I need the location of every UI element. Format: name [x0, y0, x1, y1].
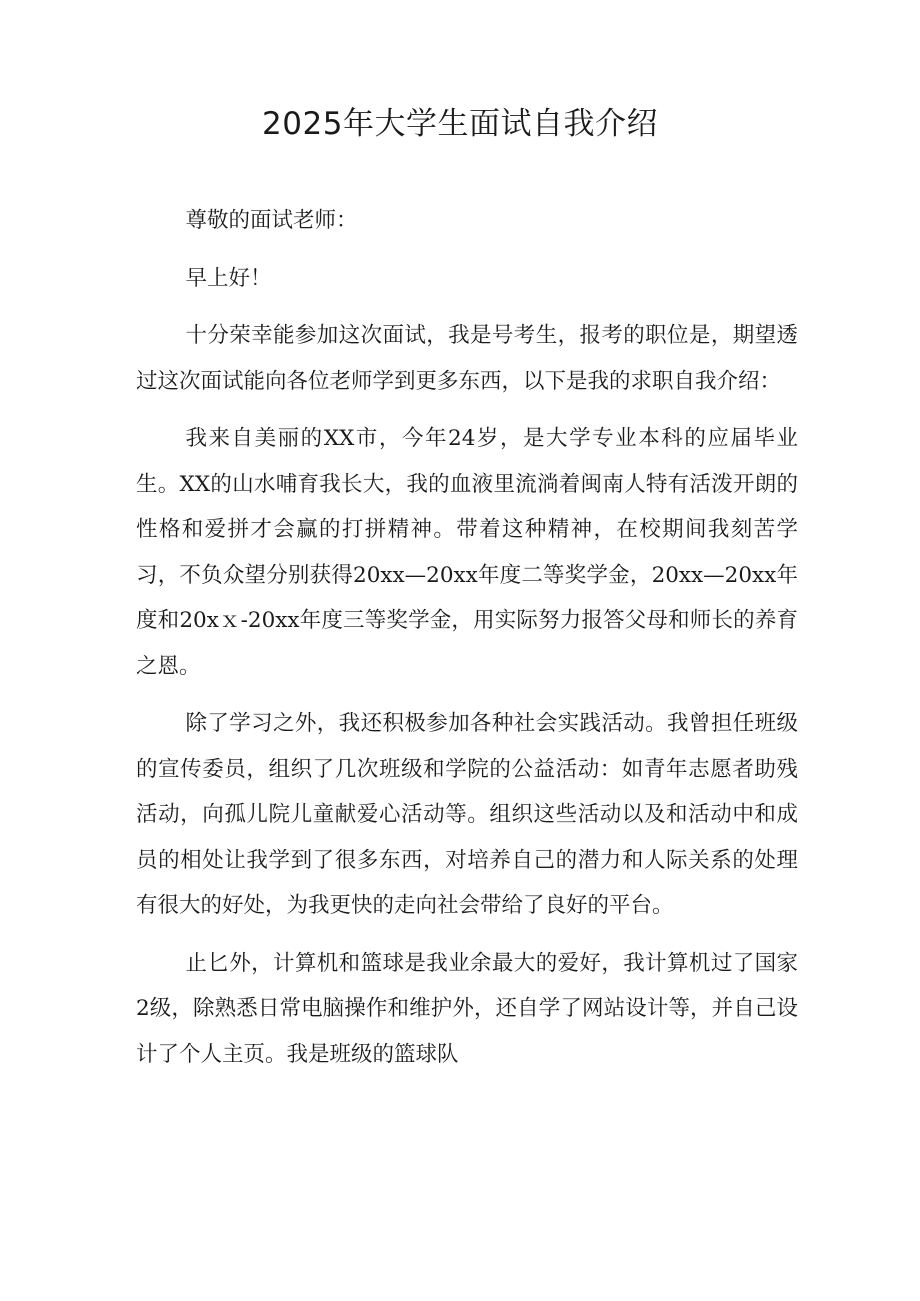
- paragraph-background: 我来自美丽的XX市，今年24岁，是大学专业本科的应届毕业生。XX的山水哺育我长大，我的血液里流淌着闽南人特有活泼开朗的性格和爱拼才会赢的打拼精神。带着这种精神，在校期间我刻苦学习，不负众望分别获得20xx—20xx年度二等奖学金，20xx—20xx年度和20xｘ-20xx年度三等奖学金，用实际努力报答父母和师长的养育之恩。: [136, 426, 798, 679]
- paragraph-intro: 十分荣幸能参加这次面试，我是号考生，报考的职位是，期望透过这次面试能向各位老师学到更多东西，以下是我的求职自我介绍：: [136, 323, 798, 394]
- paragraph-activities: 除了学习之外，我还积极参加各种社会实践活动。我曾担任班级的宣传委员，组织了几次班级和学院的公益活动：如青年志愿者助残活动，向孤儿院儿童献爱心活动等。组织这些活动以及和活动中和成员的相处让我学到了很多东西，对培养自己的潜力和人际关系的处理有很大的好处，为我更快的走向社会带给了良好的平台。: [136, 711, 798, 918]
- document-body: [136, 198, 798, 1077]
- paragraph-hobbies: 止匕外，计算机和篮球是我业余最大的爱好，我计算机过了国家2级，除熟悉日常电脑操作和维护外，还自学了网站设计等，并自己设计了个人主页。我是班级的篮球队: [136, 950, 798, 1067]
- greeting: 早上好！: [185, 265, 272, 291]
- salutation: 尊敬的面试老师：: [185, 208, 358, 233]
- document-title: 2025年大学生面试自我介绍: [262, 106, 658, 142]
